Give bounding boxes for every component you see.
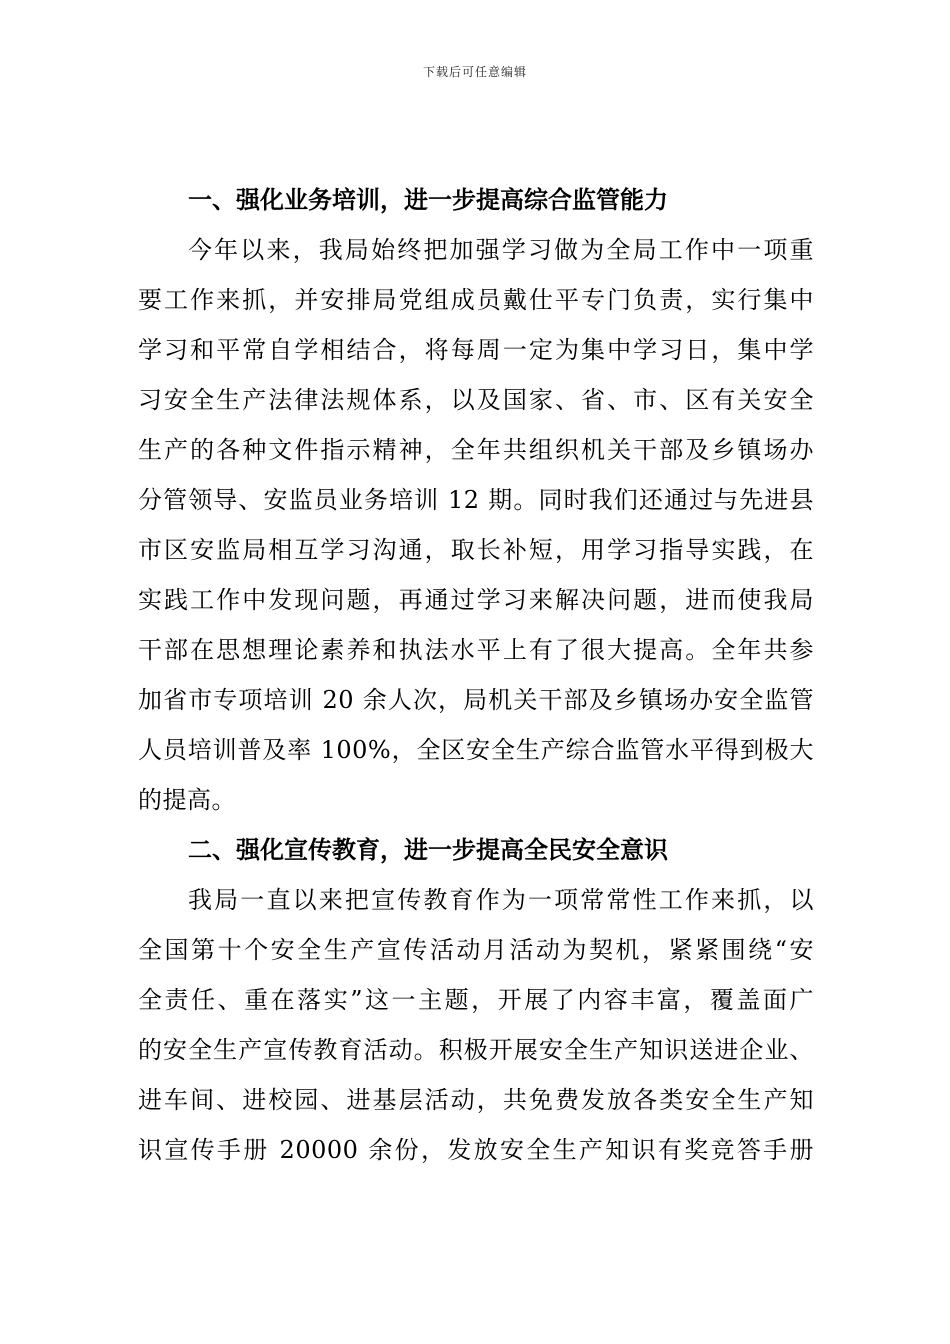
section-paragraph-2 (138, 875, 814, 1175)
text-line: 全责任、重在落实”这一主题，开展了内容丰富，覆盖面广 (138, 986, 814, 1014)
text-line: 的提高。 (138, 786, 236, 814)
text-line: 实践工作中发现问题，再通过学习来解决问题，进而使我局 (138, 586, 814, 614)
text-line: 习安全生产法律法规体系，以及国家、省、市、区有关安全 (138, 386, 814, 414)
text-line: 识宣传手册 20000 余份，发放安全生产知识有奖竞答手册 (138, 1136, 814, 1164)
text-line: 今年以来，我局始终把加强学习做为全局工作中一项重 (188, 236, 814, 264)
text-line: 市区安监局相互学习沟通，取长补短，用学习指导实践，在 (138, 536, 814, 564)
text-line: 生产的各种文件指示精神，全年共组织机关干部及乡镇场办 (138, 436, 814, 464)
page-header: 下载后可任意编辑 (422, 65, 527, 79)
text-line: 全国第十个安全生产宣传活动月活动为契机，紧紧围绕“安 (138, 936, 814, 964)
section-heading-2: 二、强化宣传教育，进一步提高全民安全意识 (188, 836, 668, 864)
section-heading-1: 一、强化业务培训，进一步提高综合监管能力 (188, 186, 668, 214)
text-line: 学习和平常自学相结合，将每周一定为集中学习日，集中学 (138, 336, 814, 364)
document-body (138, 175, 814, 1175)
text-line: 干部在思想理论素养和执法水平上有了很大提高。全年共参 (138, 636, 814, 664)
text-line: 我局一直以来把宣传教育作为一项常常性工作来抓，以 (188, 886, 814, 914)
text-line: 的安全生产宣传教育活动。积极开展安全生产知识送进企业、 (138, 1036, 814, 1064)
text-line: 进车间、进校园、进基层活动，共免费发放各类安全生产知 (138, 1086, 814, 1114)
text-line: 要工作来抓，并安排局党组成员戴仕平专门负责，实行集中 (138, 286, 814, 314)
text-line: 人员培训普及率 100%，全区安全生产综合监管水平得到极大 (138, 736, 814, 764)
text-line: 加省市专项培训 20 余人次，局机关干部及乡镇场办安全监管 (138, 686, 814, 714)
section-paragraph-1 (138, 225, 814, 825)
text-line: 分管领导、安监员业务培训 12 期。同时我们还通过与先进县 (138, 486, 814, 514)
